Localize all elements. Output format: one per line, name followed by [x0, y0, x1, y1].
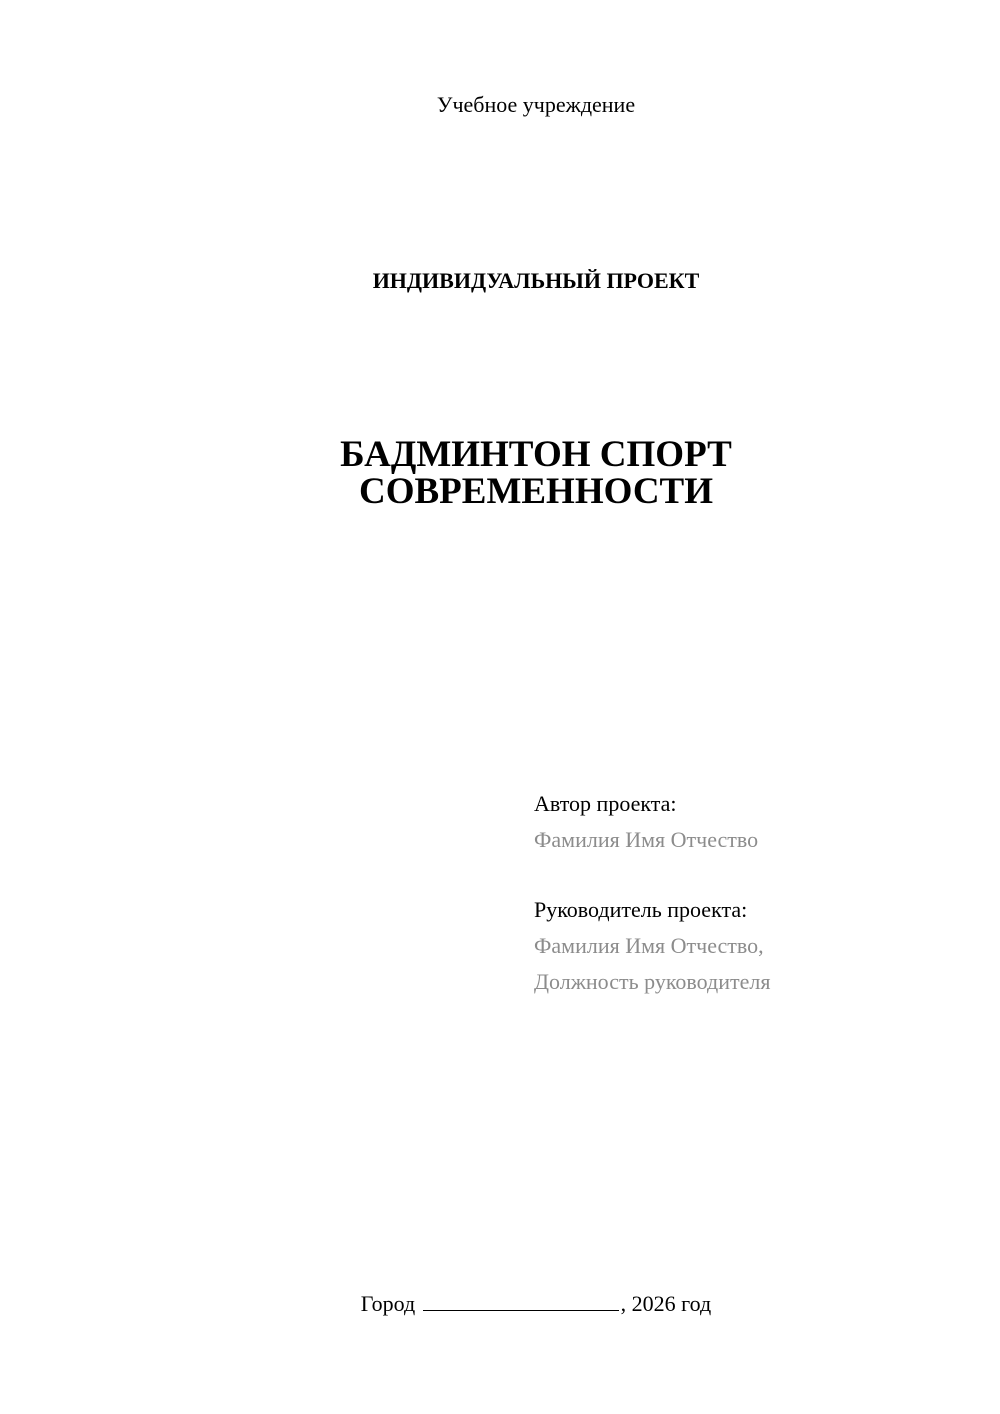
author-label: Автор проекта:: [534, 791, 677, 816]
supervisor-name: Фамилия Имя Отчество,: [534, 933, 764, 958]
city-label: Город: [360, 1291, 416, 1316]
author-block: [534, 786, 758, 858]
project-title: [0, 436, 1000, 510]
institution-name: Учебное учреждение: [436, 92, 636, 117]
supervisor-block: [534, 892, 770, 1000]
supervisor-label: Руководитель проекта:: [534, 897, 748, 922]
year-text: , 2026 год: [620, 1291, 712, 1316]
supervisor-position: Должность руководителя: [534, 969, 771, 994]
footer-city-year: [0, 1290, 1000, 1318]
project-title-line-1: БАДМИНТОН СПОРТ: [340, 434, 732, 475]
author-name: Фамилия Имя Отчество: [534, 827, 759, 852]
city-blank-line: [423, 1290, 619, 1311]
project-type-heading: ИНДИВИДУАЛЬНЫЙ ПРОЕКТ: [372, 268, 700, 293]
project-title-line-2: СОВРЕМЕННОСТИ: [358, 471, 714, 512]
